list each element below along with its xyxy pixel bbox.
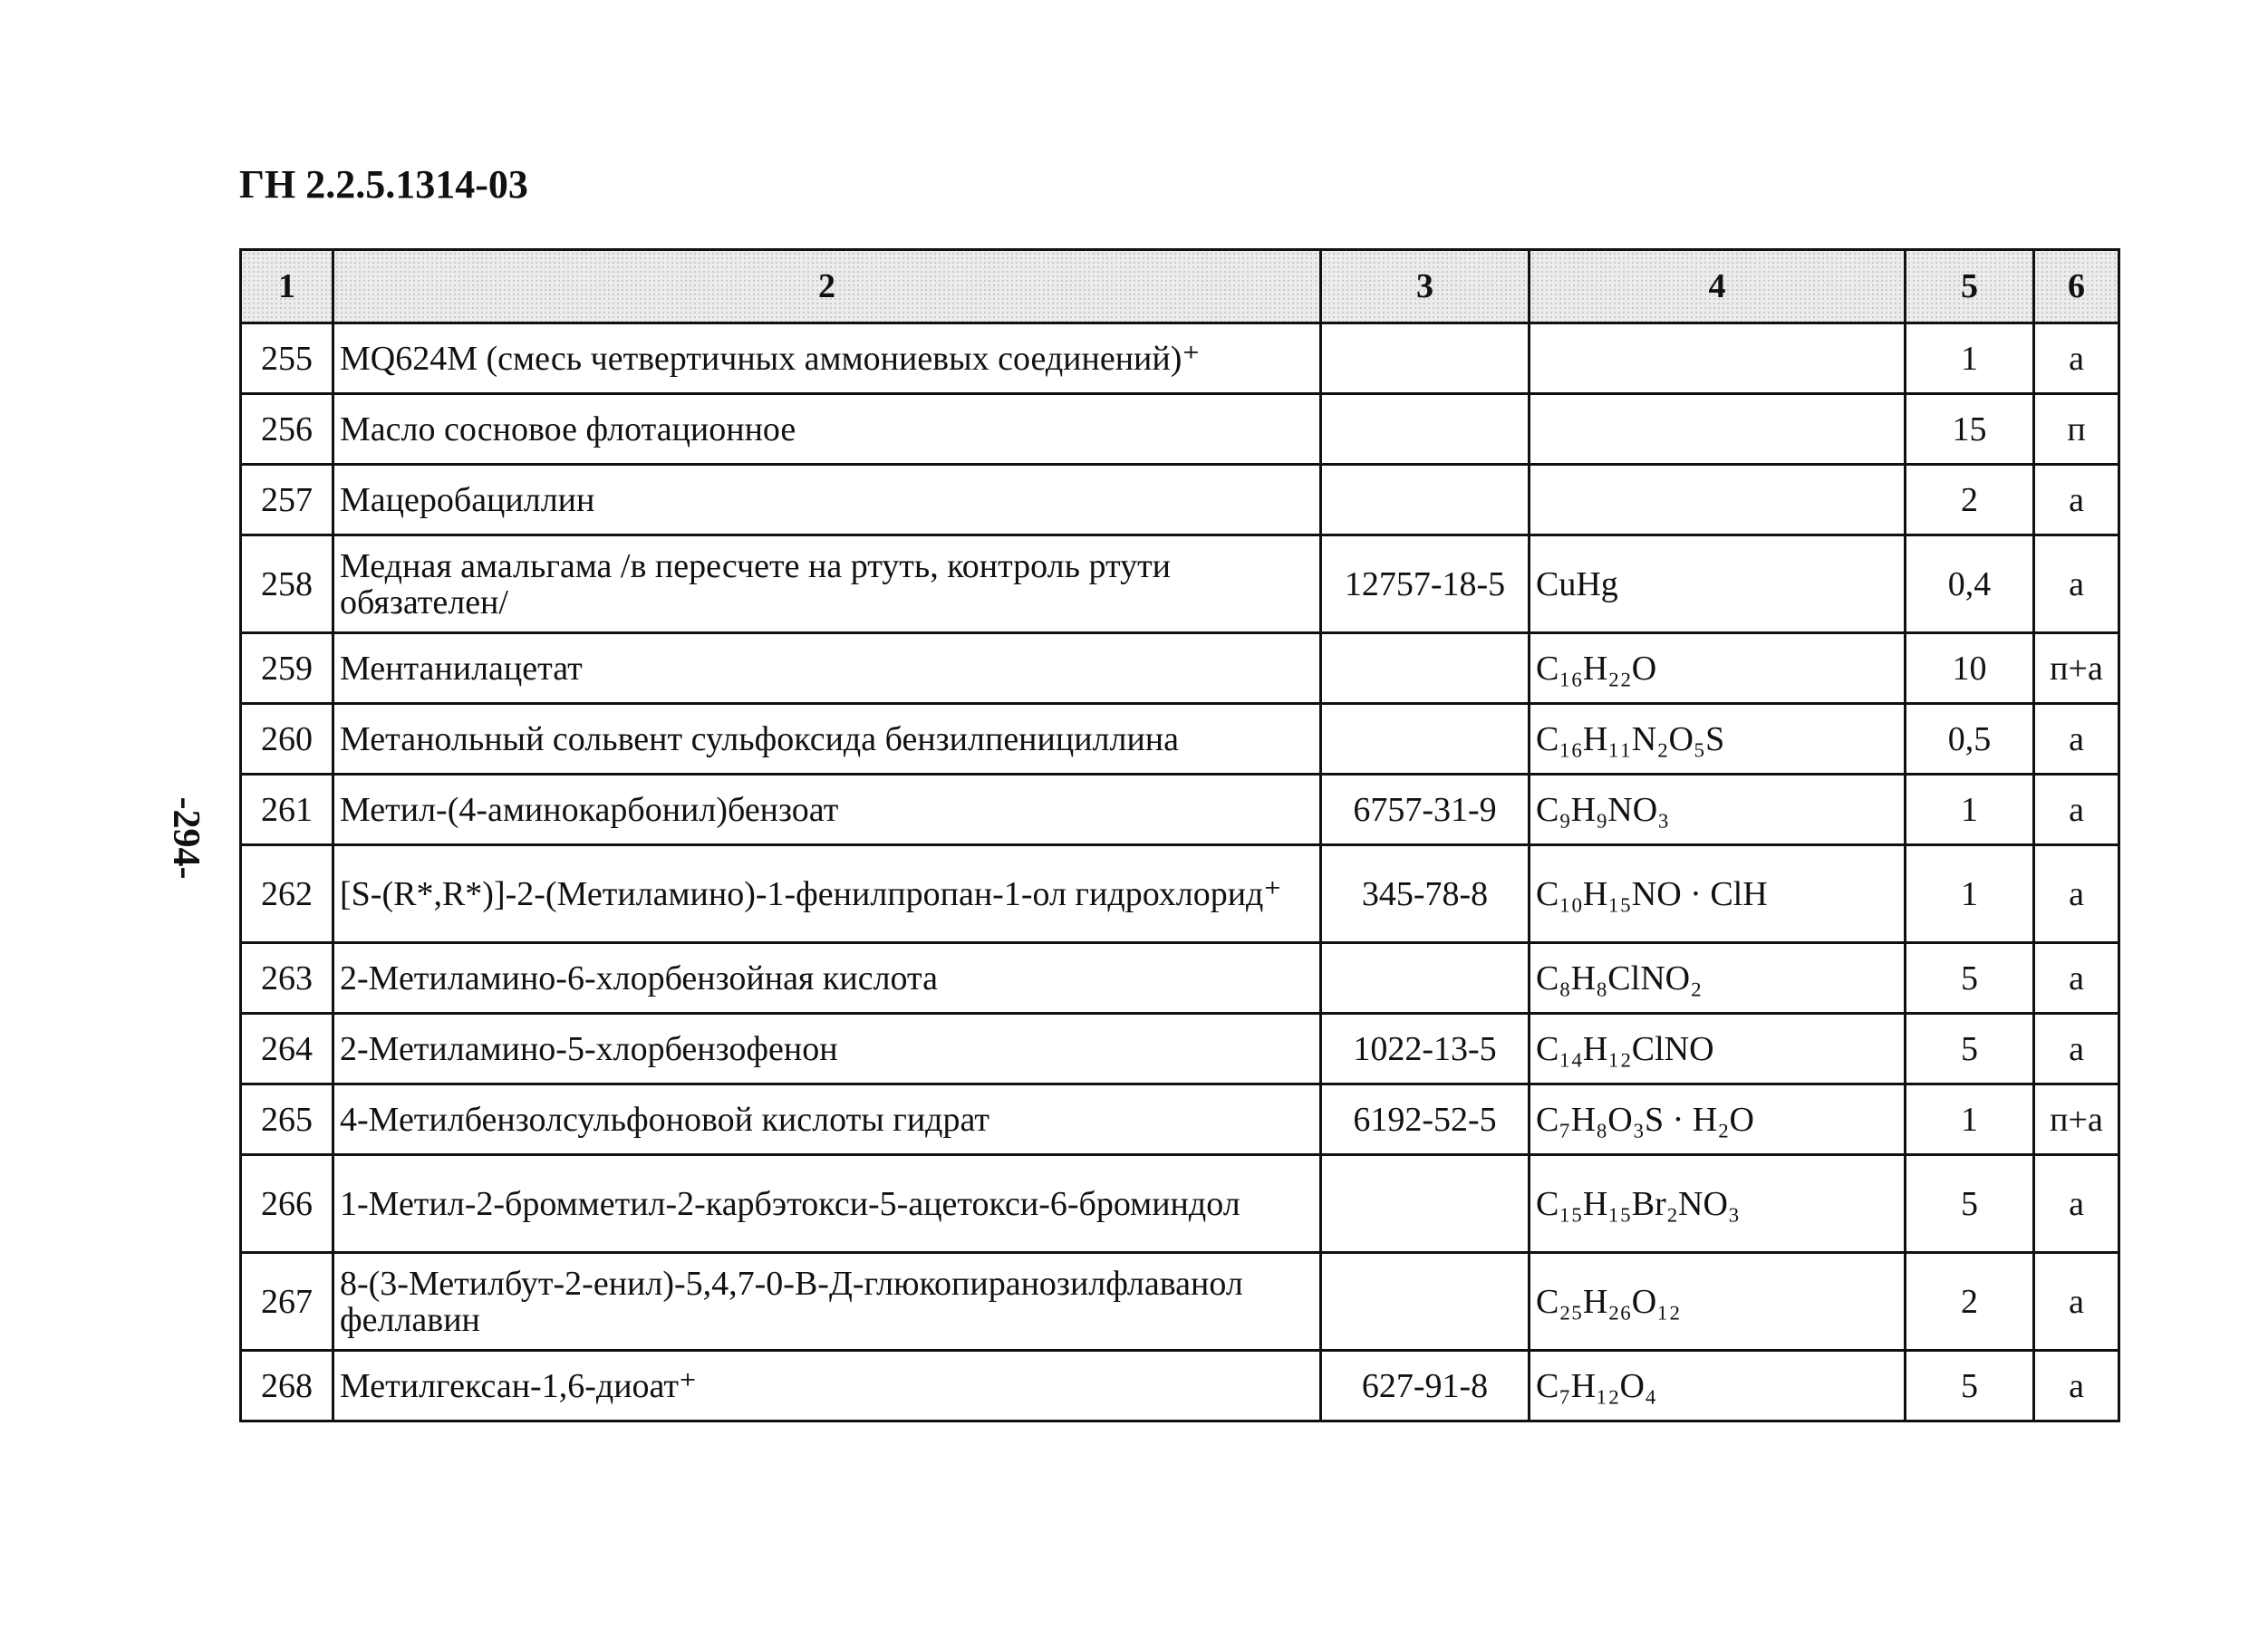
row-number: 268 <box>241 1351 333 1421</box>
limit-value: 5 <box>1906 1014 2034 1084</box>
aggregate-state: а <box>2034 1014 2119 1084</box>
chemical-formula: C₉H₉NO₃ <box>1530 775 1906 845</box>
row-number: 257 <box>241 465 333 535</box>
table-row <box>241 943 2119 1014</box>
document-header: ГН 2.2.5.1314-03 <box>239 162 528 207</box>
row-number: 262 <box>241 845 333 943</box>
aggregate-state: а <box>2034 1253 2119 1351</box>
chemical-formula: C₇H₈O₃S · H₂O <box>1530 1084 1906 1155</box>
table-row <box>241 323 2119 394</box>
aggregate-state: п <box>2034 394 2119 465</box>
aggregate-state: а <box>2034 704 2119 775</box>
cas-number <box>1321 943 1530 1014</box>
row-number: 258 <box>241 535 333 633</box>
limit-value: 5 <box>1906 1351 2034 1421</box>
table-row <box>241 394 2119 465</box>
substance-name: Медная амальгама /в пересчете на ртуть, контроль ртути обязателен/ <box>333 535 1321 633</box>
limit-value: 5 <box>1906 943 2034 1014</box>
aggregate-state: а <box>2034 943 2119 1014</box>
chemical-formula: C₁₆H₂₂O <box>1530 633 1906 704</box>
substance-name: Метил-(4-аминокарбонил)бензоат <box>333 775 1321 845</box>
table-row <box>241 704 2119 775</box>
limit-value: 10 <box>1906 633 2034 704</box>
row-number: 266 <box>241 1155 333 1253</box>
column-header: 2 <box>333 250 1321 323</box>
aggregate-state: а <box>2034 465 2119 535</box>
cas-number: 1022-13-5 <box>1321 1014 1530 1084</box>
chemical-formula: C₂₅H₂₆O₁₂ <box>1530 1253 1906 1351</box>
table-row <box>241 1253 2119 1351</box>
aggregate-state: а <box>2034 323 2119 394</box>
chemical-formula <box>1530 323 1906 394</box>
substance-name: Мацеробациллин <box>333 465 1321 535</box>
chemical-formula: C₁₀H₁₅NO · ClH <box>1530 845 1906 943</box>
aggregate-state: а <box>2034 845 2119 943</box>
cas-number <box>1321 323 1530 394</box>
aggregate-state: а <box>2034 1155 2119 1253</box>
table-header-row <box>241 250 2119 323</box>
row-number: 255 <box>241 323 333 394</box>
chemical-formula: C₁₅H₁₅Br₂NO₃ <box>1530 1155 1906 1253</box>
row-number: 260 <box>241 704 333 775</box>
table-row <box>241 535 2119 633</box>
row-number: 267 <box>241 1253 333 1351</box>
chemical-formula: C₇H₁₂O₄ <box>1530 1351 1906 1421</box>
chemical-formula <box>1530 465 1906 535</box>
substance-name: [S-(R*,R*)]-2-(Метиламино)-1-фенилпропан-1-ол гидрохлорид⁺ <box>333 845 1321 943</box>
page-number: -294- <box>165 796 207 880</box>
row-number: 259 <box>241 633 333 704</box>
limit-value: 1 <box>1906 775 2034 845</box>
substance-name: Метилгексан-1,6-диоат⁺ <box>333 1351 1321 1421</box>
limit-value: 1 <box>1906 323 2034 394</box>
substance-name: 1-Метил-2-бромметил-2-карбэтокси-5-ацетокси-6-броминдол <box>333 1155 1321 1253</box>
limit-value: 1 <box>1906 1084 2034 1155</box>
cas-number: 6757-31-9 <box>1321 775 1530 845</box>
row-number: 265 <box>241 1084 333 1155</box>
table-row <box>241 633 2119 704</box>
chemical-formula: C₁₆H₁₁N₂O₅S <box>1530 704 1906 775</box>
hygiene-standards-table <box>239 248 2120 1422</box>
substance-name: MQ624M (смесь четвертичных аммониевых соединений)⁺ <box>333 323 1321 394</box>
cas-number: 345-78-8 <box>1321 845 1530 943</box>
column-header: 5 <box>1906 250 2034 323</box>
table-row <box>241 1014 2119 1084</box>
aggregate-state: а <box>2034 775 2119 845</box>
column-header: 4 <box>1530 250 1906 323</box>
substance-name: 2-Метиламино-6-хлорбензойная кислота <box>333 943 1321 1014</box>
row-number: 263 <box>241 943 333 1014</box>
cas-number <box>1321 465 1530 535</box>
limit-value: 2 <box>1906 1253 2034 1351</box>
limit-value: 0,5 <box>1906 704 2034 775</box>
limit-value: 0,4 <box>1906 535 2034 633</box>
column-header: 6 <box>2034 250 2119 323</box>
row-number: 256 <box>241 394 333 465</box>
row-number: 264 <box>241 1014 333 1084</box>
limit-value: 1 <box>1906 845 2034 943</box>
table-row <box>241 1155 2119 1253</box>
table-row <box>241 845 2119 943</box>
cas-number: 627-91-8 <box>1321 1351 1530 1421</box>
table-row <box>241 775 2119 845</box>
cas-number <box>1321 1253 1530 1351</box>
cas-number: 12757-18-5 <box>1321 535 1530 633</box>
limit-value: 5 <box>1906 1155 2034 1253</box>
chemical-formula: C₁₄H₁₂ClNO <box>1530 1014 1906 1084</box>
column-header: 1 <box>241 250 333 323</box>
table-row <box>241 1351 2119 1421</box>
row-number: 261 <box>241 775 333 845</box>
column-header: 3 <box>1321 250 1530 323</box>
substance-name: Масло сосновое флотационное <box>333 394 1321 465</box>
limit-value: 15 <box>1906 394 2034 465</box>
substance-name: 2-Метиламино-5-хлорбензофенон <box>333 1014 1321 1084</box>
substance-name: Метанольный сольвент сульфоксида бензилпенициллина <box>333 704 1321 775</box>
table-row <box>241 465 2119 535</box>
aggregate-state: а <box>2034 1351 2119 1421</box>
aggregate-state: а <box>2034 535 2119 633</box>
limit-value: 2 <box>1906 465 2034 535</box>
substance-name: 4-Метилбензолсульфоновой кислоты гидрат <box>333 1084 1321 1155</box>
cas-number <box>1321 1155 1530 1253</box>
substance-name: Ментанилацетат <box>333 633 1321 704</box>
cas-number <box>1321 633 1530 704</box>
substance-name: 8-(3-Метилбут-2-енил)-5,4,7-0-В-Д-глюкопиранозилфлаванол феллавин <box>333 1253 1321 1351</box>
aggregate-state: п+а <box>2034 1084 2119 1155</box>
cas-number: 6192-52-5 <box>1321 1084 1530 1155</box>
cas-number <box>1321 704 1530 775</box>
aggregate-state: п+а <box>2034 633 2119 704</box>
chemical-formula: CuHg <box>1530 535 1906 633</box>
chemical-formula <box>1530 394 1906 465</box>
chemical-formula: C₈H₈ClNO₂ <box>1530 943 1906 1014</box>
table-row <box>241 1084 2119 1155</box>
cas-number <box>1321 394 1530 465</box>
